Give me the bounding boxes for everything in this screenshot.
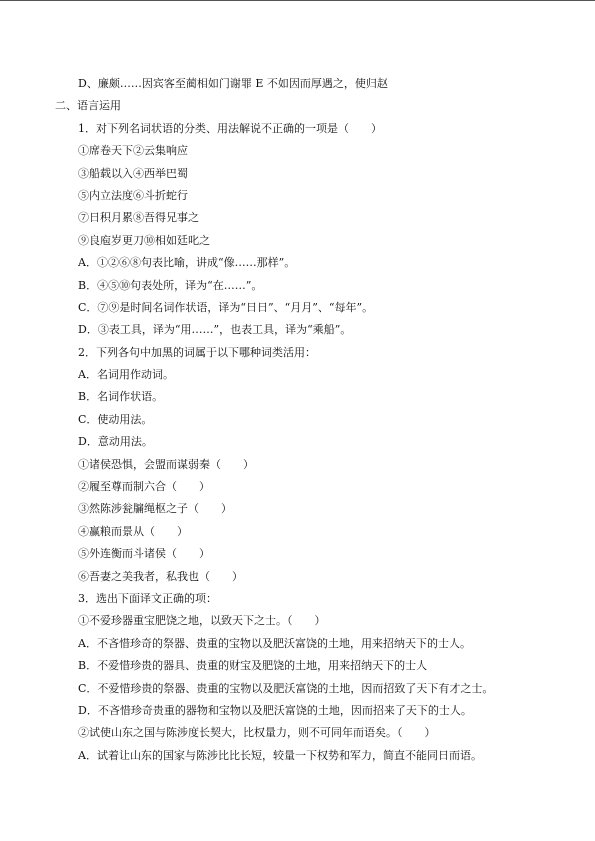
answer-choice: A．名词用作动词。 <box>78 368 174 382</box>
question-2: 2．下列各句中加黑的词属于以下哪种词类活用： <box>78 345 316 359</box>
top-rule <box>0 0 595 1</box>
option-line: ⑨良庖岁更刀⑩相如廷叱之 <box>78 233 210 247</box>
option-line: ①席卷天下②云集响应 <box>78 144 188 158</box>
option-line: ③船载以入④西举巴蜀 <box>78 166 188 180</box>
sentence-item: ⑥吾妻之美我者，私我也（ ） <box>78 569 243 583</box>
line-1: D、廉颇……因宾客至蔺相如门谢罪 E 不如因而厚遇之，使归赵 <box>78 77 388 90</box>
sentence-item: ①诸侯恐惧，会盟而谋弱秦（ ） <box>78 457 254 471</box>
sentence-item: ④赢粮而景从（ ） <box>78 524 188 538</box>
answer-choice: A．①②⑥⑧句表比喻，讲成“像……那样”。 <box>78 256 296 270</box>
answer-choice: D．意动用法。 <box>78 435 153 449</box>
option-line: ⑤内立法度⑥斗折蛇行 <box>78 188 188 202</box>
answer-choice: C．使动用法。 <box>78 412 153 426</box>
answer-choice: D．③表工具，译为“用……”，也表工具，译为“乘船”。 <box>78 323 352 337</box>
answer-choice: A．不吝惜珍奇的祭器、贵重的宝物以及肥沃富饶的土地，用来招纳天下的士人。 <box>78 636 471 650</box>
sentence-item: ⑤外连衡而斗诸侯（ ） <box>78 547 210 561</box>
option-line: ⑦日积月累⑧吾得兄事之 <box>78 211 199 225</box>
answer-choice: D．不吝惜珍奇贵重的器物和宝物以及肥沃富饶的土地，因而招来了天下的士人。 <box>78 703 472 717</box>
sentence-item: ①不爱珍器重宝肥饶之地，以致天下之士。（ ） <box>78 614 326 628</box>
section-heading: 二、语言运用 <box>55 99 121 113</box>
question-3: 3．选出下面译文正确的项： <box>78 591 217 605</box>
answer-choice: C．不爱惜珍贵的祭器、贵重的宝物以及肥沃富饶的土地，因而招致了天下有才之士。 <box>78 681 494 695</box>
sentence-item: ②履至尊而制六合（ ） <box>78 480 210 494</box>
sentence-item: ③然陈涉瓮牖绳枢之子（ ） <box>78 502 232 516</box>
answer-choice: B．名词作状语。 <box>78 390 164 404</box>
sentence-item: ②试使山东之国与陈涉度长契大，比权量力，则不可同年而语矣。（ ） <box>78 726 436 740</box>
question-1: 1．对下列名词状语的分类、用法解说不正确的一项是（ ） <box>78 121 382 135</box>
answer-choice: B．④⑤⑩句表处所，译为“在……”。 <box>78 278 263 292</box>
answer-choice: C．⑦⑨是时间名词作状语，译为“日日”、“月月”、“每年”。 <box>78 300 374 314</box>
answer-choice: B．不爱惜珍贵的器具、贵重的财宝及肥饶的土地，用来招纳天下的士人 <box>78 659 428 673</box>
answer-choice: A．试着让山东的国家与陈涉比比长短，较量一下权势和军力，简直不能同日而语。 <box>78 748 482 762</box>
document-page <box>0 73 595 767</box>
